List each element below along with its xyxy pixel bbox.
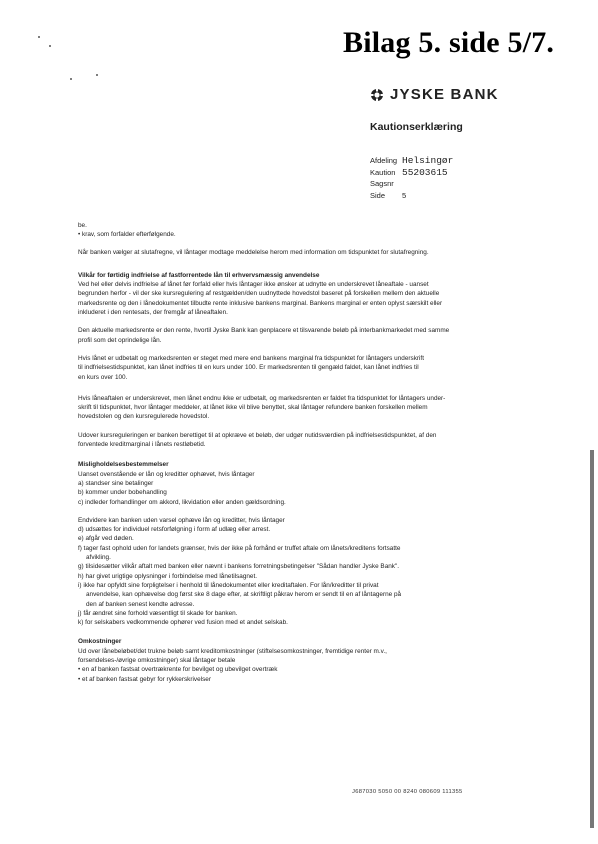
meta-row-kaution [370, 167, 453, 179]
text-line: til indfrielsestidspunktet, kan lånet indfries til en kurs under 100. Er markedsrenten til gengæld faldet, kan lånet indfries til [78, 364, 419, 372]
footer-reference: J687030 5050 00 8240 080609 111355 [352, 789, 463, 795]
text-line: a) standser sine betalinger [78, 479, 154, 487]
text-line: be. [78, 222, 87, 229]
text-line: Den aktuelle markedsrente er den rente, hvortil Jyske Bank kan genplacere et tilsvarende beløb på interbankmarkedet med samme [78, 327, 450, 335]
text-line: Endvidere kan banken uden varsel ophæve lån og kreditter, hvis låntager [78, 516, 285, 524]
text-line: skrift til tidspunktet, hvor låntager meddeler, at lånet ikke vil blive benyttet, skal låntager refundere banken forskellen mellem [78, 404, 428, 412]
text-line: k) for selskabers vedkommende ophører ved fusion med et andet selskab. [78, 619, 288, 627]
text-line: Hvis lånet er udbetalt og markedsrenten er steget med mere end bankens marginal fra tidspunktet for låntagers underskrift [78, 354, 424, 362]
page-stamp: Bilag 5. side 5/7. [343, 26, 555, 59]
text-line: Når banken vælger at slutafregne, vil låntager modtage meddelelse herom med information om tidspunktet for slutafregning. [78, 248, 429, 256]
meta-label: Afdeling [370, 156, 398, 165]
text-line: en kurs over 100. [78, 373, 128, 381]
document-title: Kautionserklæring [370, 121, 463, 133]
text-line: markedsrente og den i lånedokumentet tilbudte rente inklusive bankens marginal. Bankens marginal er enten oplyst særskilt eller [78, 299, 443, 307]
text-line: • en af banken fastsat overtrækrente for bevilget og ubevilget overtræk [78, 666, 278, 674]
section-heading: Omkostninger [78, 638, 122, 646]
text-line: den af banken senest kendte adresse. [86, 600, 195, 608]
scan-speck [38, 36, 40, 38]
document-meta [370, 155, 453, 201]
text-line: d) udsættes for individuel retsforfølgning i form af udlæg eller arrest. [78, 526, 271, 534]
text-line: c) indleder forhandlinger om akkord, likvidation eller anden gældsordning. [78, 498, 286, 506]
text-line: inkluderet i den rentesats, der fremgår af låneaftalen. [78, 309, 228, 317]
text-line: Ved hel eller delvis indfrielse af lånet før forfald eller hvis låntager ikke ønsker at udnytte en underskrevet låneaftale - uanset [78, 281, 429, 289]
meta-row-side [370, 190, 453, 202]
text-line: profil som det oprindelige lån. [78, 336, 162, 344]
text-line: begrunden herfor - vil der ske kursregulering af restgælden/den uudnyttede hovedstol baseret på forskellen mellem den aktuelle [78, 290, 440, 298]
body-text [78, 221, 518, 684]
text-line: e) afgår ved døden. [78, 535, 134, 543]
section-heading: Vilkår for førtidig indfrielse af fastforrentede lån til erhvervsmæssig anvendelse [78, 271, 320, 279]
meta-label: Sagsnr [370, 179, 394, 188]
meta-label: Kaution [370, 167, 396, 177]
scan-speck [49, 45, 51, 47]
text-line: • krav, som forfalder efterfølgende. [78, 231, 176, 239]
text-line: forsendelses-/øvrige omkostninger) skal låntager betale [78, 656, 236, 664]
text-line: i) ikke har opfyldt sine forpligtelser i henhold til lånedokumentet eller kreditaftalen. For lån/kreditter til privat [78, 581, 379, 589]
meta-label: Side [370, 190, 386, 200]
text-line: • et af banken fastsat gebyr for rykkerskrivelser [78, 675, 211, 683]
text-line: hovedstolen og den kursregulerede hovedstol. [78, 413, 210, 421]
meta-row-sagsnr [370, 178, 453, 190]
text-line: f) tager fast ophold uden for landets grænser, hvis der ikke på forhånd er truffet aftale om lånets/kreditens fortsatte [78, 544, 401, 552]
text-line: b) kommer under bobehandling [78, 489, 167, 497]
text-line: forventede kreditmarginal i lånets restløbetid. [78, 441, 206, 449]
section-heading: Misligholdelsesbestemmelser [78, 461, 169, 469]
text-line: Hvis låneaftalen er underskrevet, men lånet endnu ikke er udbetalt, og markedsrenten er faldet fra tidspunktet for låntagers under- [78, 394, 446, 402]
scan-speck [96, 74, 98, 76]
meta-row-afdeling [370, 155, 453, 167]
scan-edge-shadow [590, 450, 594, 828]
meta-value: 5 [402, 190, 407, 200]
bank-logo [370, 86, 499, 103]
text-line: g) tilsidesætter vilkår aftalt med banken eller nævnt i bankens forretningsbetingelser "Sådan handler Jyske Bank". [78, 563, 400, 571]
text-line: Udover kursreguleringen er banken berettiget til at opkræve et beløb, der udgør nutidsværdien på indfrielsestidspunktet, af den [78, 431, 437, 439]
text-line: h) har givet urigtige oplysninger i forbindelse med lånetilsagnet. [78, 572, 258, 580]
text-line: Ud over lånebeløbet/det trukne beløb samt kreditomkostninger (stiftelsesomkostninger, fremtidige renter m.v., [78, 647, 387, 655]
scan-speck [70, 78, 72, 80]
meta-value: 55203615 [402, 166, 448, 178]
text-line: anvendelse, kan ophævelse dog først ske 8 dage efter, at skriftligt påkrav herom er sendt til en af låntagerne på [86, 591, 402, 599]
bank-name: JYSKE BANK [390, 86, 499, 103]
text-line: afvikling. [86, 554, 111, 562]
text-line: Uanset ovenstående er lån og kreditter ophævet, hvis låntager [78, 470, 255, 478]
meta-value: Helsingør [402, 155, 454, 166]
text-line: j) får ændret sine forhold væsentligt til skade for banken. [78, 609, 238, 617]
jyske-bank-logo-icon [370, 88, 384, 102]
